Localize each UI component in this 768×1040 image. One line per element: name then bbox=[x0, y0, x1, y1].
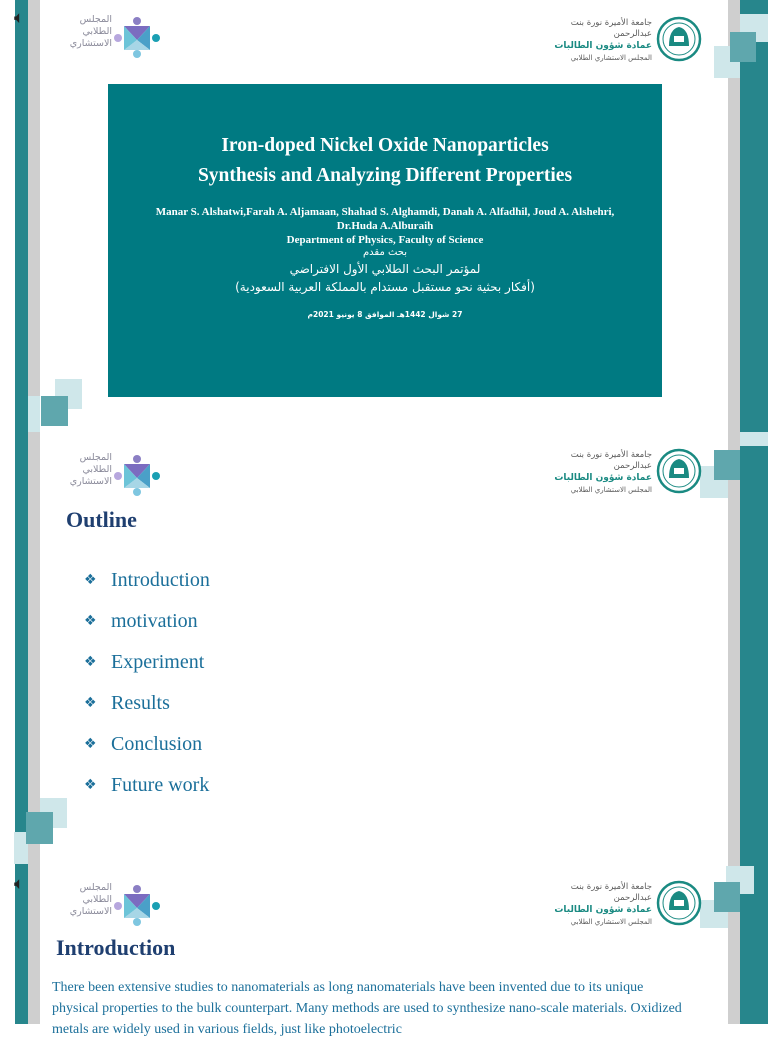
diamond-bullet-icon: ❖ bbox=[84, 777, 97, 793]
supervisor: Dr.Huda A.Alburaih bbox=[336, 220, 434, 232]
right-accent-bar bbox=[740, 432, 768, 864]
title-line-2: Synthesis and Analyzing Different Properties bbox=[197, 165, 573, 186]
title-line-1: Iron-doped Nickel Oxide Nanoparticles bbox=[221, 135, 549, 156]
council-logo-mark-icon bbox=[114, 454, 162, 496]
university-logo bbox=[540, 16, 702, 64]
council-logo-text: المجلس الطلابي الاستشاري bbox=[69, 14, 112, 49]
council-logo bbox=[66, 882, 166, 926]
council-logo-mark-icon bbox=[114, 884, 162, 926]
diamond-bullet-icon: ❖ bbox=[84, 695, 97, 711]
list-item: ❖ Future work bbox=[84, 771, 210, 812]
university-seal-icon bbox=[656, 880, 702, 926]
council-logo-text: المجلس الطلابي الاستشاري bbox=[69, 882, 112, 917]
left-gray-bar bbox=[28, 432, 40, 864]
authors: Manar S. Alshatwi,Farah A. Aljamaan, Shahad S. Alghamdi, Danah A. Alfadhil, Joud A. Alshehri, bbox=[155, 206, 615, 218]
conference-line-1: لمؤتمر البحث الطلابي الأول الافتراضي bbox=[289, 262, 481, 276]
university-logo-text: جامعة الأميرة نورة بنت عبدالرحمن عمادة شؤون الطالبات المجلس الاستشاري الطلابي bbox=[554, 882, 652, 926]
speaker-icon[interactable]: 🔈︎ bbox=[14, 8, 25, 28]
diamond-bullet-icon: ❖ bbox=[84, 736, 97, 752]
university-logo-text: جامعة الأميرة نورة بنت عبدالرحمن عمادة شؤون الطالبات المجلس الاستشاري الطلابي bbox=[554, 450, 652, 494]
speaker-icon[interactable]: 🔈︎ bbox=[14, 874, 25, 894]
presented-at-label: بحث مقدم bbox=[362, 247, 408, 258]
left-gray-bar bbox=[28, 0, 40, 432]
diamond-bullet-icon: ❖ bbox=[84, 613, 97, 629]
university-seal-icon bbox=[656, 448, 702, 494]
right-gray-bar bbox=[728, 432, 740, 864]
left-accent-bar bbox=[15, 0, 28, 432]
introduction-paragraph: There been extensive studies to nanomaterials as long nanomaterials have been invented due to its unique physical properties to the bulk counterpart. Many methods are used to synthesize nano-scale materials. Oxidized metals are widely used in various fields, just like photoelectric bbox=[52, 980, 682, 1037]
list-item: ❖ Results bbox=[84, 689, 210, 730]
university-seal-icon bbox=[656, 16, 702, 62]
list-item: ❖ motivation bbox=[84, 607, 210, 648]
council-logo bbox=[66, 14, 166, 58]
council-logo bbox=[66, 452, 166, 496]
right-accent-bar bbox=[740, 0, 768, 432]
conference-name bbox=[108, 260, 662, 296]
conference-date: 27 شوال 1442هـ الموافق 8 يونيو 2021م bbox=[307, 310, 463, 319]
list-item: ❖ Conclusion bbox=[84, 730, 210, 771]
title-slide bbox=[0, 0, 768, 432]
diamond-bullet-icon: ❖ bbox=[84, 572, 97, 588]
presentation-title bbox=[108, 84, 662, 191]
outline-list bbox=[84, 566, 210, 812]
university-logo-text: جامعة الأميرة نورة بنت عبدالرحمن عمادة شؤون الطالبات المجلس الاستشاري الطلابي bbox=[554, 18, 652, 62]
left-gray-bar bbox=[28, 864, 40, 1024]
university-logo bbox=[540, 880, 702, 928]
department: Department of Physics, Faculty of Science bbox=[286, 234, 484, 246]
conference-line-2: (أفكار بحثية نحو مستقبل مستدام بالمملكة العربية السعودية) bbox=[235, 280, 535, 294]
list-item: ❖ Introduction bbox=[84, 566, 210, 607]
university-logo bbox=[540, 448, 702, 496]
left-accent-bar bbox=[15, 432, 28, 864]
title-box bbox=[108, 84, 662, 397]
outline-slide bbox=[0, 432, 768, 864]
council-logo-mark-icon bbox=[114, 16, 162, 58]
introduction-slide bbox=[0, 864, 768, 1037]
list-item: ❖ Experiment bbox=[84, 648, 210, 689]
diamond-bullet-icon: ❖ bbox=[84, 654, 97, 670]
council-logo-text: المجلس الطلابي الاستشاري bbox=[69, 452, 112, 487]
outline-heading: Outline bbox=[66, 507, 137, 532]
introduction-heading: Introduction bbox=[56, 935, 176, 960]
